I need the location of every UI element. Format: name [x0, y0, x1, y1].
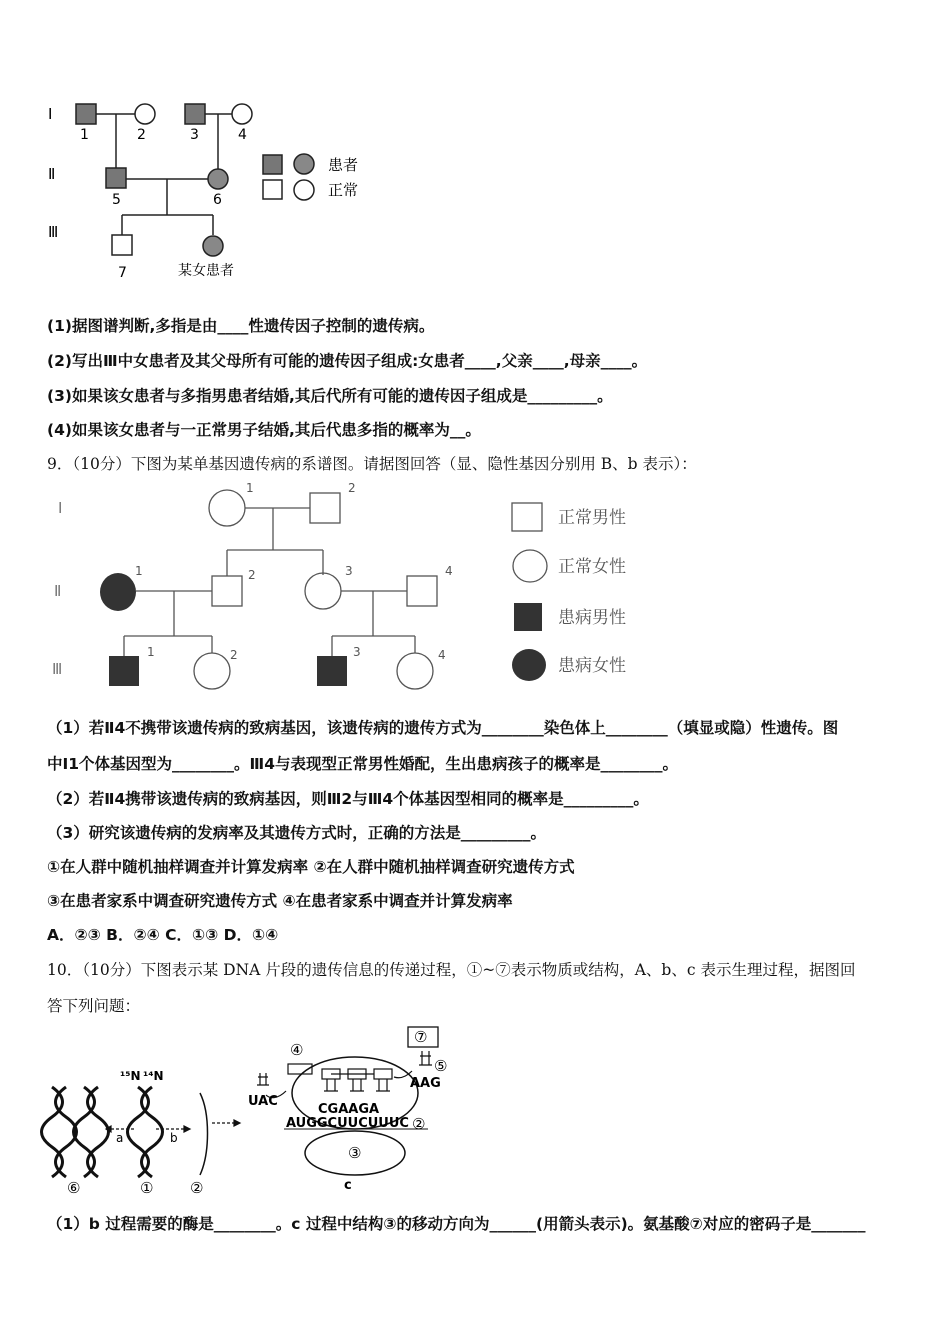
individual-female-patient [203, 236, 223, 256]
q9-options-line1: ①在人群中随机抽样调查并计算发病率 ②在人群中随机抽样调查研究遗传方式 [47, 858, 575, 876]
legend-affected-female-label: 患病女性 [558, 656, 626, 676]
individual-number: 7 [118, 265, 127, 281]
generation-label-1: Ⅰ [58, 499, 63, 517]
q9-choices: A．②③ B．②④ C．①③ D．①④ [47, 926, 279, 944]
trna-aag: AAG [410, 1076, 441, 1091]
label-circle-1: ① [140, 1179, 154, 1195]
individual-I4 [232, 104, 252, 124]
generation-label-1: Ⅰ [48, 105, 53, 123]
legend-affected-male [263, 155, 282, 174]
q8-item-4: (4)如果该女患者与一正常男子结婚,其后代患多指的概率为__。 [47, 421, 481, 439]
anticodon-sequence: CGAAGA [318, 1102, 380, 1117]
individual-number: 1 [246, 481, 254, 495]
individual-I2 [135, 104, 155, 124]
trna-uac: UAC [248, 1094, 278, 1109]
legend-normal-male [263, 180, 282, 199]
q8-item-1: (1)据图谱判断,多指是由____性遗传因子控制的遗传病。 [47, 317, 435, 335]
q10-header-line1: 10．（10分）下图表示某 DNA 片段的遗传信息的传递过程，①~⑦表示物质或结构，A、b、c 表示生理过程，据图回 [47, 961, 856, 979]
individual-number: 3 [353, 645, 361, 659]
individual-I3 [185, 104, 205, 124]
q9-sub1-line2: 中Ⅰ1个体基因型为________。Ⅲ4与表现型正常男性婚配，生出患病孩子的概率是________。 [47, 755, 678, 773]
individual-I1 [76, 104, 96, 124]
label-circle-2: ② [190, 1179, 204, 1195]
legend-normal-female-label: 正常女性 [558, 557, 626, 577]
label-circle-6: ⑥ [67, 1179, 81, 1195]
legend-affected-female [294, 154, 314, 174]
label-15n: ¹⁵N [120, 1069, 141, 1083]
q9-sub3: （3）研究该遗传病的发病率及其遗传方式时，正确的方法是_________。 [47, 824, 547, 842]
legend-affected-male [514, 603, 542, 631]
label-circle-7: ⑦ [414, 1028, 428, 1046]
process-label-c: c [344, 1178, 352, 1193]
individual-number: 4 [445, 564, 453, 578]
individual-number: 2 [348, 481, 356, 495]
legend-normal-label: 正常 [328, 181, 359, 199]
label-circle-5: ⑤ [434, 1057, 448, 1075]
individual-number: 4 [238, 127, 247, 143]
legend-affected-male-label: 患病男性 [558, 608, 626, 628]
q8-item-2: (2)写出Ⅲ中女患者及其父母所有可能的遗传因子组成:女患者____,父亲____,母亲____。 [47, 352, 648, 370]
legend-normal-female [294, 180, 314, 200]
pedigree-chart-2 [40, 478, 680, 698]
label-circle-4: ④ [290, 1041, 304, 1059]
legend-normal-male-label: 正常男性 [558, 508, 626, 528]
individual-number: 2 [230, 648, 238, 662]
dna-transmission-diagram [40, 1025, 460, 1195]
q9-sub2: （2）若Ⅱ4携带该遗传病的致病基因，则Ⅲ2与Ⅲ4个体基因型相同的概率是_________。 [47, 790, 649, 808]
legend-normal-female [513, 550, 547, 582]
q9-options-line2: ③在患者家系中调查研究遗传方式 ④在患者家系中调查并计算发病率 [47, 892, 513, 910]
individual-II1-affected [100, 573, 136, 611]
individual-number: 4 [438, 648, 446, 662]
individual-III1-affected [109, 656, 139, 686]
generation-label-3: Ⅲ [48, 223, 59, 241]
individual-II6 [208, 169, 228, 189]
arrow-label-b: b [170, 1131, 178, 1145]
q10-header-line2: 答下列问题： [47, 997, 141, 1015]
individual-number: 5 [112, 192, 121, 208]
individual-number: 3 [345, 564, 353, 578]
female-patient-label: 某女患者 [178, 263, 234, 279]
mrna-sequence: AUGGCUUCUUUC [286, 1116, 409, 1131]
label-14n: ¹⁴N [143, 1069, 164, 1083]
q9-sub1-line1: （1）若Ⅱ4不携带该遗传病的致病基因，该遗传病的遗传方式为________染色体上________（填显或隐）性遗传。图 [47, 719, 839, 737]
individual-II5 [106, 168, 126, 188]
generation-label-3: Ⅲ [52, 660, 63, 678]
q8-item-3: (3)如果该女患者与多指男患者结婚,其后代所有可能的遗传因子组成是_________。 [47, 387, 613, 405]
pedigree-chart-1 [40, 95, 380, 285]
individual-number: 6 [213, 192, 222, 208]
legend-affected-female [512, 649, 546, 681]
q10-sub1: （1）b 过程需要的酶是________。c 过程中结构③的移动方向为______(用箭头表示)。氨基酸⑦对应的密码子是_______ [47, 1215, 866, 1233]
individual-III3-affected [317, 656, 347, 686]
legend-affected-label: 患者 [328, 156, 359, 174]
individual-III7 [112, 235, 132, 255]
generation-label-2: Ⅱ [48, 165, 56, 183]
label-circle-2b: ② [412, 1115, 426, 1133]
q9-header: 9．（10分）下图为某单基因遗传病的系谱图。请据图回答（显、隐性基因分别用 B、b 表示）： [47, 455, 697, 473]
label-circle-3: ③ [348, 1144, 362, 1162]
individual-number: 1 [135, 564, 143, 578]
generation-label-2: Ⅱ [54, 582, 62, 600]
individual-number: 1 [147, 645, 155, 659]
individual-number: 2 [248, 568, 256, 582]
arrow-label-a: a [116, 1131, 124, 1145]
individual-number: 3 [190, 127, 199, 143]
individual-number: 1 [80, 127, 89, 143]
individual-number: 2 [137, 127, 146, 143]
legend-normal-male [512, 503, 542, 531]
